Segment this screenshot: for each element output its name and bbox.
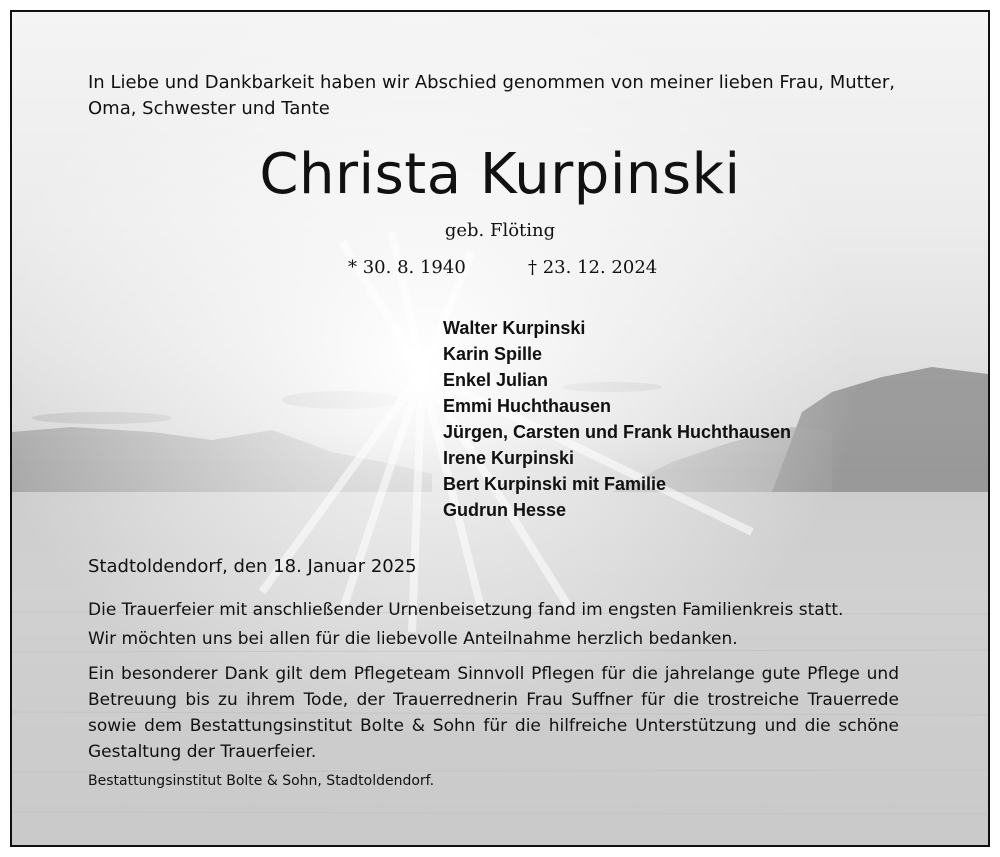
mourner-item: Emmi Huchthausen — [443, 396, 612, 416]
mourner-item: Walter Kurpinski — [443, 318, 586, 338]
birth-date: * 30. 8. 1940 — [348, 257, 466, 278]
mourner-item: Karin Spille — [443, 344, 543, 364]
mourner-item: Jürgen, Carsten und Frank Huchthausen — [443, 422, 792, 442]
funeral-paragraph: Die Trauerfeier mit anschließender Urnenbeisetzung fand im engsten Familienkreis statt. — [88, 600, 844, 620]
funeral-home-footer: Bestattungsinstitut Bolte & Sohn, Stadtoldendorf. — [88, 773, 435, 789]
thanks-paragraph: Wir möchten uns bei allen für die liebevolle Anteilnahme herzlich bedanken. — [88, 629, 738, 649]
special-thanks-paragraph: Ein besonderer Dank gilt dem Pflegeteam Sinnvoll Pflegen für die jahrelange gute Pflege und Betreuung bis zu ihrem Tode, der Trauerrednerin Frau Suffner für die trostreiche Trauerrede sowie dem Bestattungsinstitut Bolte & Sohn für die hilfreiche Unterstützung und die schöne Gestaltung der Trauerfeier. — [88, 664, 899, 762]
mourner-item: Enkel Julian — [443, 370, 549, 390]
mourner-item: Bert Kurpinski mit Familie — [443, 474, 667, 494]
mourner-item: Irene Kurpinski — [443, 448, 575, 468]
death-date: † 23. 12. 2024 — [528, 257, 658, 278]
mourners-list — [443, 315, 791, 523]
intro-text: In Liebe und Dankbarkeit haben wir Abschied genommen von meiner lieben Frau, Mutter, Oma, Schwester und Tante — [88, 72, 895, 119]
obituary-notice — [10, 10, 990, 847]
place-date: Stadtoldendorf, den 18. Januar 2025 — [88, 556, 417, 577]
maiden-name: geb. Flöting — [444, 220, 556, 241]
deceased-name: Christa Kurpinski — [259, 142, 741, 207]
mourner-item: Gudrun Hesse — [443, 500, 567, 520]
